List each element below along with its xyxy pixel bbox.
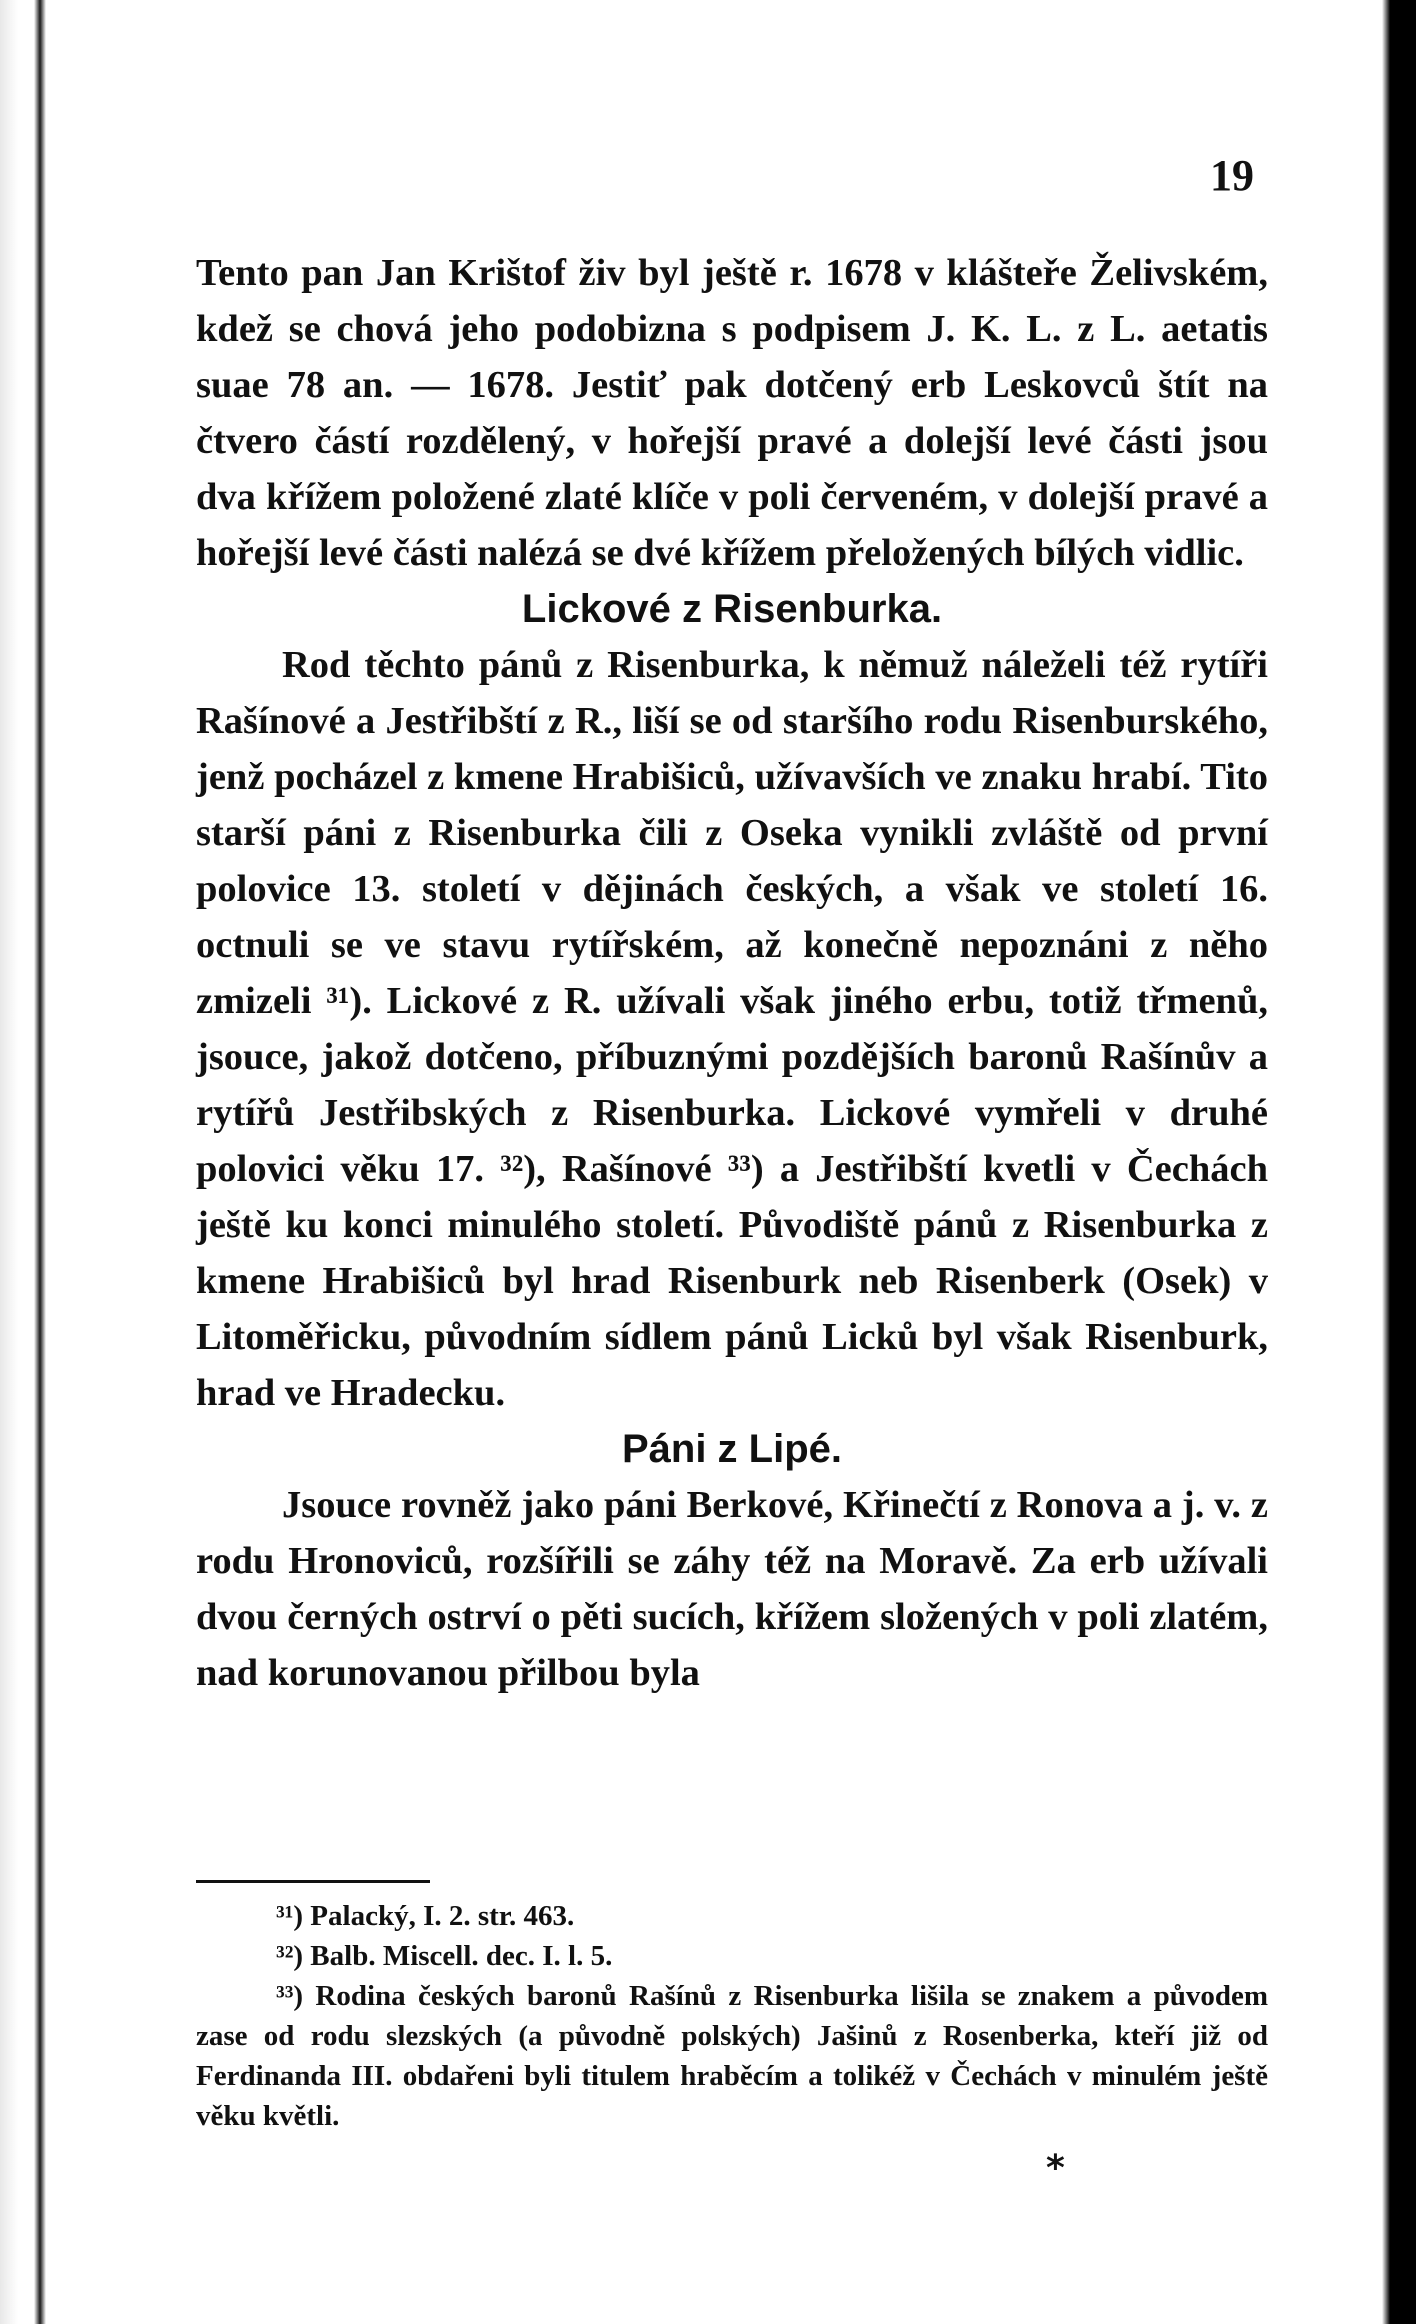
signature-mark: * xyxy=(1046,2148,1065,2189)
section-heading: Lickové z Risenburka. xyxy=(521,587,943,631)
page-edge-right xyxy=(1376,0,1416,2324)
page-number: 19 xyxy=(1210,151,1254,200)
page-edge-left xyxy=(0,0,48,2324)
footnote-rule xyxy=(196,1880,430,1883)
paragraph: Rod těchto pánů z Risenburka, k němuž náleželi též rytíři Rašínové a Jestřibští z R., liší se od staršího rodu Risenburského, jenž pocházel z kmene Hrabišiců, užívavších ve znaku hrabí. Tito starší páni z Risenburka čili z Oseka vynikli zvláště od první polovice 13. století v dějinách českých, a však ve století 16. octnuli se ve stavu rytířském, až konečně nepoznáni z něho zmizeli ³¹). Lickové z R. užívali však jiného erbu, totiž třmenů, jsouce, jakož dotčeno, příbuznými pozdějších baronů Rašínův a rytířů Jestřibských z Risenburka. Lickové vymřeli v druhé polovici věku 17. ³²), Rašínové ³³) a Jestřibští kvetli v Čechách ještě ku konci minulého století. Původiště pánů z Risenburka z kmene Hrabišiců byl hrad Risenburk neb Risenberk (Osek) v Litoměřicku, původním sídlem pánů Licků byl však Risenburk, hrad ve Hradecku. xyxy=(196,644,1268,1414)
paragraph: Tento pan Jan Krištof živ byl ještě r. 1678 v klášteře Želivském, kdež se chová jeho podobizna s podpisem J. K. L. z L. aetatis suae 78 an. — 1678. Jestiť pak dotčený erb Leskovců štít na čtvero částí rozdělený, v hořejší pravé a dolejší levé části jsou dva křížem položené zlaté klíče v poli červeném, v dolejší pravé a hořejší levé části nalézá se dvé křížem přeložených bílých vidlic. xyxy=(196,252,1268,574)
footnote: ³³) Rodina českých baronů Rašínů z Risenburka lišila se znakem a původem zase od rodu slezských (a původně polských) Jašinů z Rosenberka, kteří již od Ferdinanda III. obdařeni byli titulem hraběcím a tolikéž v Čechách v minulém ještě věku květli. xyxy=(196,1980,1268,2132)
section-heading: Páni z Lipé. xyxy=(621,1427,843,1471)
footnotes xyxy=(196,1896,1268,2136)
footnote: ³²) Balb. Miscell. dec. I. l. 5. xyxy=(276,1940,613,1972)
footnote: ³¹) Palacký, I. 2. str. 463. xyxy=(276,1900,575,1932)
main-text xyxy=(196,245,1268,1701)
paragraph: Jsouce rovněž jako páni Berkové, Křinečtí z Ronova a j. v. z rodu Hronoviců, rozšířili se záhy též na Moravě. Za erb užívali dvou černých ostrví o pěti sucích, křížem složených v poli zlatém, nad korunovanou přilbou byla xyxy=(196,1484,1268,1694)
